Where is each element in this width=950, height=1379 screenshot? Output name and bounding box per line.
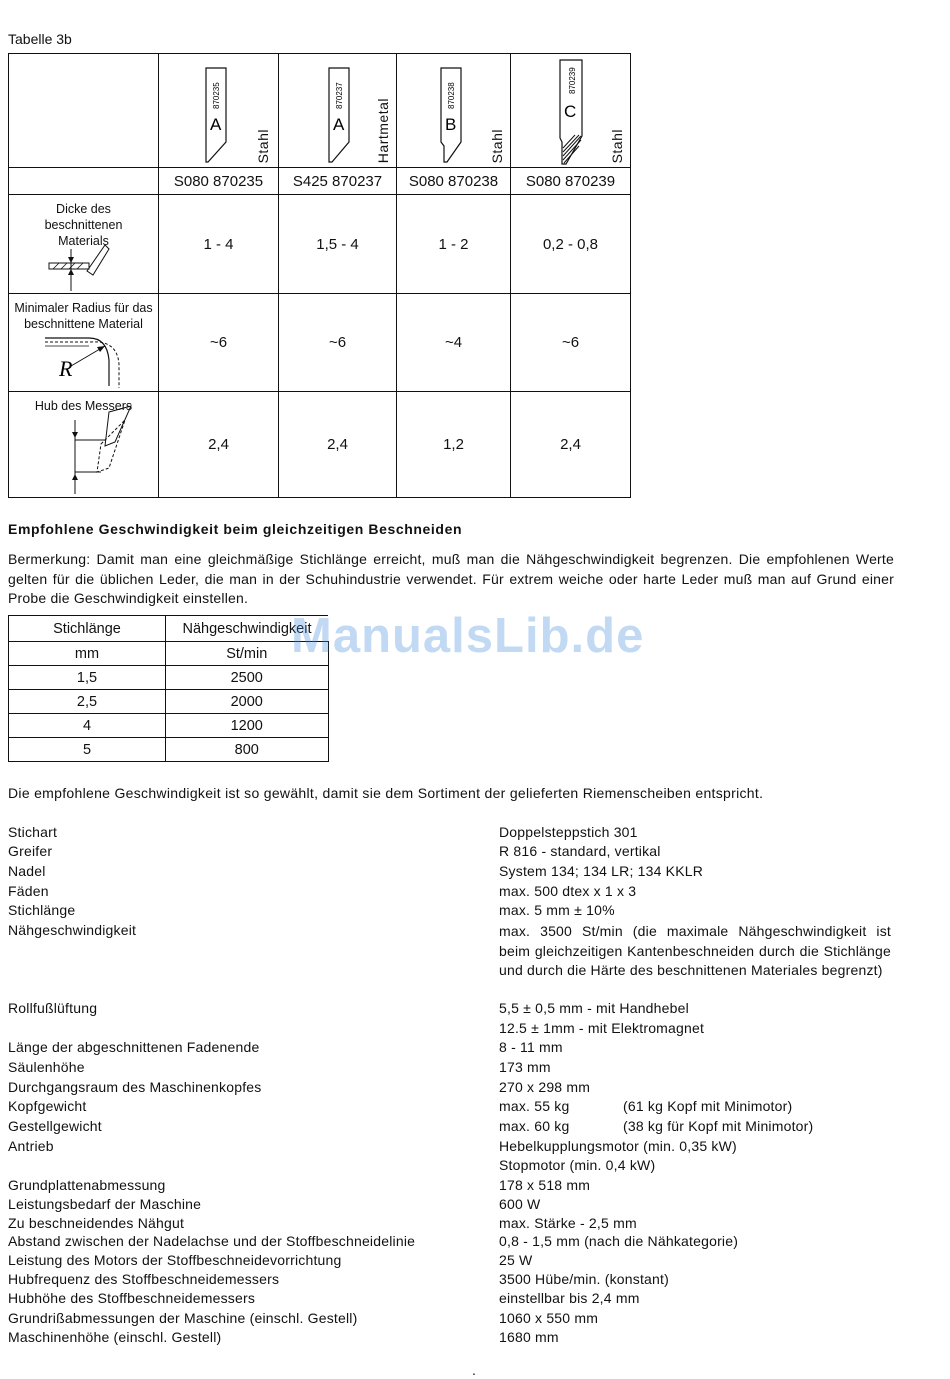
spec-value-secondary: Stopmotor (min. 0,4 kW) [499,1157,656,1173]
spec-value: 25 W [499,1252,533,1268]
radius-symbol: R [59,356,73,381]
stroke-diagram-icon [9,392,158,497]
blade-letter: B [445,115,457,134]
stitch-length: 2,5 [9,690,166,714]
stitch-length: 1,5 [9,666,166,690]
spec-value: R 816 - standard, vertikal [499,843,661,859]
table-row [9,690,329,714]
sewing-speed: 1200 [166,714,329,738]
radius-value: ~4 [397,294,511,392]
stroke-value: 1,2 [397,392,511,498]
spec-value: Hebelkupplungsmotor (min. 0,35 kW) [499,1138,737,1154]
spec-label: Hubfrequenz des Stoffbeschneidemessers [8,1271,280,1287]
spec-label: Gestellgewicht [8,1118,102,1134]
spec-label: Stichlänge [8,902,76,918]
remark-paragraph: Bermerkung: Damit man eine gleichmäßige Stichlänge erreicht, muß man die Nähgeschwindigkeit begrenzen. Die empfohlenen Werte gelten für die üblichen Leder, die man in der Schuhindustrie verwendet. Für extrem weiche oder harte Leder muß man auf Grund einer Probe die Geschwindigkeit einstellen. [8,551,894,606]
radius-value: ~6 [159,294,279,392]
thickness-value: 1,5 - 4 [279,195,397,294]
spec-value: 270 x 298 mm [499,1079,591,1095]
thickness-diagram-icon [9,195,158,293]
speed-unit: mm [9,642,166,666]
spec-label: Grundplattenabmessung [8,1177,166,1193]
blade-material: Stahl [489,128,505,163]
spec-value: System 134; 134 LR; 134 KKLR [499,863,704,879]
spec-label: Stichart [8,824,58,840]
blade-material: Stahl [609,128,625,163]
spec-value: max. Stärke - 2,5 mm [499,1215,637,1231]
spec-label: Hubhöhe des Stoffbeschneidemessers [8,1290,256,1306]
empty-cell [9,168,159,195]
table-row [9,714,329,738]
spec-value-extra: (61 kg Kopf mit Minimotor) [623,1098,793,1114]
blade-letter: C [564,102,577,121]
blade-letter: A [333,115,345,134]
spec-label: Zu beschneidendes Nähgut [8,1215,185,1231]
order-number: S425 870237 [279,168,397,195]
radius-value: ~6 [511,294,631,392]
section-title: Empfohlene Geschwindigkeit beim gleichzeitigen Beschneiden [8,521,463,537]
spec-value: 5,5 ± 0,5 mm - mit Handhebel [499,1000,689,1016]
spec-label: Nähgeschwindigkeit [8,922,137,938]
radius-diagram-icon [9,294,158,391]
sewing-speed: 2000 [166,690,329,714]
order-number: S080 870235 [159,168,279,195]
row-label: Minimaler Radius für das beschnittene Material [14,301,153,331]
spec-value-extra: (38 kg für Kopf mit Minimotor) [623,1118,814,1134]
thickness-value: 1 - 4 [159,195,279,294]
blade-code: 870238 [447,82,456,109]
radius-value: ~6 [279,294,397,392]
watermark: ManualsLib.de [291,609,645,663]
row-header-thickness [9,195,159,294]
spec-value: 0,8 - 1,5 mm (nach die Nähkategorie) [499,1233,739,1249]
stitch-length: 5 [9,738,166,762]
speed-table [8,615,329,762]
spec-label: Abstand zwischen der Nadelachse und der Stoffbeschneidelinie [8,1233,416,1249]
spec-label: Greifer [8,843,53,859]
spec-value: max. 60 kg [499,1118,570,1134]
spec-label: Leistung des Motors der Stoffbeschneidevorrichtung [8,1252,342,1268]
spec-value: 1060 x 550 mm [499,1310,599,1326]
footer-mark: . [472,1362,476,1378]
blade-cell [397,54,511,168]
blade-letter: A [210,115,222,134]
spec-label: Grundrißabmessungen der Maschine (einschl. Gestell) [8,1310,358,1326]
spec-value-secondary: 12.5 ± 1mm - mit Elektromagnet [499,1020,705,1036]
sewing-speed: 2500 [166,666,329,690]
sewing-speed: 800 [166,738,329,762]
spec-label: Kopfgewicht [8,1098,87,1114]
blade-material: Stahl [255,128,271,163]
row-label: Dicke des beschnittenen Materials [44,202,123,248]
spec-value: max. 3500 St/min (die maximale Nähgeschwindigkeit ist beim gleichzeitigen Kantenbeschneiden durch die Stichlänge und durch die Härte des beschnittenen Materiales begrenzt) [499,923,891,978]
blade-cell [511,54,631,168]
corner-cell [9,54,159,168]
spec-label: Maschinenhöhe (einschl. Gestell) [8,1329,222,1345]
spec-value: 178 x 518 mm [499,1177,591,1193]
table-row [9,666,329,690]
blade-code: 870239 [568,67,577,94]
spec-label: Durchgangsraum des Maschinenkopfes [8,1079,262,1095]
stroke-value: 2,4 [511,392,631,498]
table-caption: Tabelle 3b [8,31,72,47]
order-number: S080 870239 [511,168,631,195]
spec-label: Rollfußlüftung [8,1000,98,1016]
speed-unit: St/min [166,642,329,666]
spec-value: 600 W [499,1196,541,1212]
spec-value: 173 mm [499,1059,551,1075]
speed-note: Die empfohlene Geschwindigkeit ist so gewählt, damit sie dem Sortiment der gelieferten Riemenscheiben entspricht. [8,785,764,801]
spec-label: Leistungsbedarf der Maschine [8,1196,202,1212]
order-number: S080 870238 [397,168,511,195]
spec-value: max. 55 kg [499,1098,570,1114]
speed-header: Nähgeschwindigkeit [166,616,329,642]
spec-value: max. 500 dtex x 1 x 3 [499,883,637,899]
row-label: Hub des Messers [34,399,133,413]
blade-material: Hartmetal [375,97,391,163]
spec-value: einstellbar bis 2,4 mm [499,1290,640,1306]
blade-cell [279,54,397,168]
spec-label: Antrieb [8,1138,54,1154]
spec-value: 3500 Hübe/min. (konstant) [499,1271,669,1287]
spec-label: Nadel [8,863,46,879]
spec-value: Doppelsteppstich 301 [499,824,638,840]
row-header-stroke [9,392,159,498]
spec-value: 8 - 11 mm [499,1039,563,1055]
blade-cell [159,54,279,168]
thickness-value: 1 - 2 [397,195,511,294]
blade-table [8,53,631,498]
spec-label: Säulenhöhe [8,1059,85,1075]
spec-value: max. 5 mm ± 10% [499,902,615,918]
spec-label: Länge der abgeschnittenen Fadenende [8,1039,260,1055]
stroke-value: 2,4 [159,392,279,498]
spec-label: Fäden [8,883,49,899]
speed-header: Stichlänge [9,616,166,642]
table-row [9,738,329,762]
row-header-radius [9,294,159,392]
blade-code: 870235 [212,82,221,109]
stroke-value: 2,4 [279,392,397,498]
blade-code: 870237 [335,82,344,109]
stitch-length: 4 [9,714,166,738]
thickness-value: 0,2 - 0,8 [511,195,631,294]
spec-value: 1680 mm [499,1329,559,1345]
